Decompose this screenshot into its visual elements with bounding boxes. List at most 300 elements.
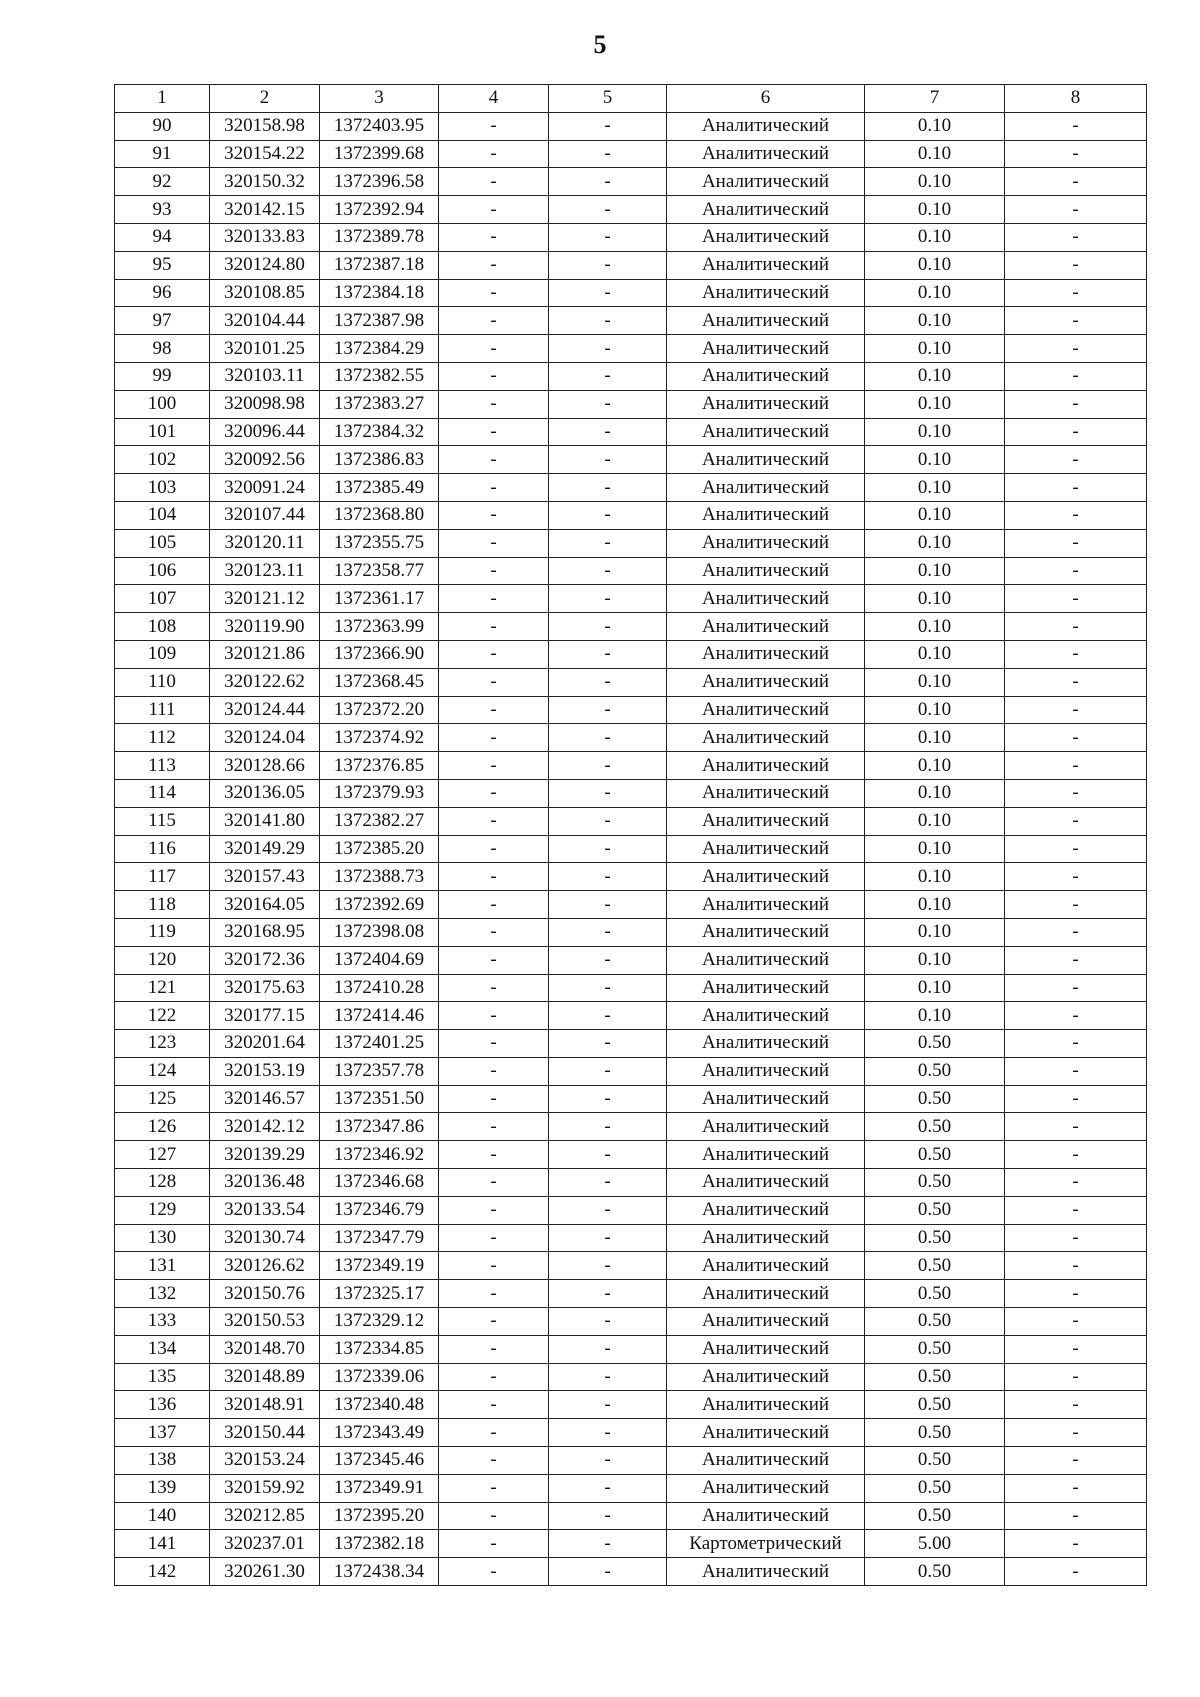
table-cell: - bbox=[549, 390, 667, 418]
table-cell: - bbox=[439, 196, 549, 224]
table-cell: - bbox=[439, 307, 549, 335]
table-cell: 0.10 bbox=[865, 946, 1005, 974]
table-cell: - bbox=[439, 112, 549, 140]
table-cell: 320136.05 bbox=[210, 779, 320, 807]
table-cell: - bbox=[1005, 1530, 1147, 1558]
table-cell: 320142.12 bbox=[210, 1113, 320, 1141]
table-cell: 320123.11 bbox=[210, 557, 320, 585]
table-cell: 127 bbox=[115, 1141, 210, 1169]
table-cell: 320150.44 bbox=[210, 1419, 320, 1447]
table-cell: - bbox=[439, 279, 549, 307]
table-cell: 0.10 bbox=[865, 112, 1005, 140]
table-cell: - bbox=[439, 891, 549, 919]
table-row bbox=[115, 140, 1147, 168]
table-row bbox=[115, 613, 1147, 641]
table-cell: - bbox=[439, 724, 549, 752]
table-cell: - bbox=[1005, 1558, 1147, 1586]
table-cell: Аналитический bbox=[667, 557, 865, 585]
page-number: 5 bbox=[593, 30, 607, 59]
table-cell: 320107.44 bbox=[210, 501, 320, 529]
table-cell: - bbox=[439, 1419, 549, 1447]
table-cell: 320148.89 bbox=[210, 1363, 320, 1391]
table-cell: - bbox=[1005, 1002, 1147, 1030]
table-cell: Аналитический bbox=[667, 724, 865, 752]
table-cell: Аналитический bbox=[667, 1447, 865, 1475]
table-cell: - bbox=[439, 1057, 549, 1085]
table-cell: 1372346.79 bbox=[320, 1196, 439, 1224]
table-cell: 110 bbox=[115, 668, 210, 696]
table-cell: 320108.85 bbox=[210, 279, 320, 307]
table-cell: Аналитический bbox=[667, 418, 865, 446]
table-cell: 1372438.34 bbox=[320, 1558, 439, 1586]
table-cell: 113 bbox=[115, 752, 210, 780]
table-row bbox=[115, 418, 1147, 446]
table-cell: 0.50 bbox=[865, 1558, 1005, 1586]
header-cell: 6 bbox=[667, 85, 865, 113]
table-cell: 320146.57 bbox=[210, 1085, 320, 1113]
table-cell: 121 bbox=[115, 974, 210, 1002]
table-cell: 1372363.99 bbox=[320, 613, 439, 641]
table-cell: 0.10 bbox=[865, 335, 1005, 363]
table-cell: 0.10 bbox=[865, 1002, 1005, 1030]
table-cell: 0.10 bbox=[865, 724, 1005, 752]
table-cell: - bbox=[549, 279, 667, 307]
table-cell: 320091.24 bbox=[210, 474, 320, 502]
table-row bbox=[115, 1530, 1147, 1558]
table-cell: 128 bbox=[115, 1169, 210, 1197]
table-cell: Аналитический bbox=[667, 1502, 865, 1530]
table-cell: 320121.86 bbox=[210, 640, 320, 668]
table-cell: - bbox=[439, 1196, 549, 1224]
table-cell: 116 bbox=[115, 835, 210, 863]
table-cell: - bbox=[439, 752, 549, 780]
table-cell: - bbox=[549, 863, 667, 891]
table-cell: 320175.63 bbox=[210, 974, 320, 1002]
table-row bbox=[115, 779, 1147, 807]
table-cell: 0.50 bbox=[865, 1419, 1005, 1447]
table-cell: - bbox=[1005, 390, 1147, 418]
table-cell: 0.50 bbox=[865, 1280, 1005, 1308]
table-cell: - bbox=[1005, 779, 1147, 807]
table-row bbox=[115, 1558, 1147, 1586]
table-cell: - bbox=[439, 251, 549, 279]
table-row bbox=[115, 557, 1147, 585]
table-cell: 1372392.69 bbox=[320, 891, 439, 919]
table-cell: 1372403.95 bbox=[320, 112, 439, 140]
table-cell: 320130.74 bbox=[210, 1224, 320, 1252]
table-cell: 320126.62 bbox=[210, 1252, 320, 1280]
table-cell: - bbox=[549, 196, 667, 224]
table-cell: Аналитический bbox=[667, 613, 865, 641]
table-cell: 0.50 bbox=[865, 1363, 1005, 1391]
table-cell: - bbox=[549, 251, 667, 279]
table-cell: - bbox=[549, 1391, 667, 1419]
table-cell: 134 bbox=[115, 1335, 210, 1363]
table-cell: 0.50 bbox=[865, 1085, 1005, 1113]
table-cell: - bbox=[1005, 613, 1147, 641]
table-cell: 0.10 bbox=[865, 696, 1005, 724]
table-cell: - bbox=[1005, 335, 1147, 363]
table-cell: - bbox=[1005, 1280, 1147, 1308]
table-cell: 141 bbox=[115, 1530, 210, 1558]
table-cell: - bbox=[549, 1169, 667, 1197]
table-cell: 1372340.48 bbox=[320, 1391, 439, 1419]
table-cell: - bbox=[549, 168, 667, 196]
table-cell: - bbox=[439, 1530, 549, 1558]
table-row bbox=[115, 1141, 1147, 1169]
table-row bbox=[115, 1280, 1147, 1308]
table-cell: 95 bbox=[115, 251, 210, 279]
table-cell: - bbox=[549, 446, 667, 474]
table-cell: 0.10 bbox=[865, 557, 1005, 585]
table-cell: - bbox=[439, 640, 549, 668]
table-cell: 320098.98 bbox=[210, 390, 320, 418]
table-row bbox=[115, 1113, 1147, 1141]
table-row bbox=[115, 362, 1147, 390]
table-cell: 1372366.90 bbox=[320, 640, 439, 668]
table-cell: Аналитический bbox=[667, 390, 865, 418]
table-cell: - bbox=[549, 1141, 667, 1169]
table-row bbox=[115, 1169, 1147, 1197]
table-cell: 320096.44 bbox=[210, 418, 320, 446]
table-cell: - bbox=[549, 1085, 667, 1113]
table-cell: 120 bbox=[115, 946, 210, 974]
table-cell: - bbox=[439, 418, 549, 446]
table-row bbox=[115, 1224, 1147, 1252]
table-row bbox=[115, 529, 1147, 557]
table-row bbox=[115, 1391, 1147, 1419]
table-cell: 0.50 bbox=[865, 1169, 1005, 1197]
table-cell: 138 bbox=[115, 1447, 210, 1475]
table-cell: 1372384.32 bbox=[320, 418, 439, 446]
table-cell: 320142.15 bbox=[210, 196, 320, 224]
table-row bbox=[115, 223, 1147, 251]
table-cell: - bbox=[439, 1308, 549, 1336]
table-cell: - bbox=[549, 1502, 667, 1530]
table-cell: Аналитический bbox=[667, 1419, 865, 1447]
table-cell: 1372329.12 bbox=[320, 1308, 439, 1336]
table-cell: - bbox=[1005, 1419, 1147, 1447]
table-cell: Аналитический bbox=[667, 1335, 865, 1363]
table-cell: 124 bbox=[115, 1057, 210, 1085]
table-cell: 5.00 bbox=[865, 1530, 1005, 1558]
table-cell: Аналитический bbox=[667, 1252, 865, 1280]
table-row bbox=[115, 918, 1147, 946]
table-cell: - bbox=[1005, 474, 1147, 502]
table-cell: 0.10 bbox=[865, 752, 1005, 780]
table-row bbox=[115, 668, 1147, 696]
table-cell: 140 bbox=[115, 1502, 210, 1530]
table-cell: 0.50 bbox=[865, 1391, 1005, 1419]
table-cell: - bbox=[1005, 362, 1147, 390]
table-cell: - bbox=[549, 1196, 667, 1224]
table-cell: 119 bbox=[115, 918, 210, 946]
table-cell: - bbox=[549, 1308, 667, 1336]
table-cell: - bbox=[1005, 807, 1147, 835]
table-cell: - bbox=[1005, 918, 1147, 946]
table-cell: 1372346.68 bbox=[320, 1169, 439, 1197]
table-cell: - bbox=[1005, 196, 1147, 224]
table-cell: 320148.91 bbox=[210, 1391, 320, 1419]
table-cell: 320150.32 bbox=[210, 168, 320, 196]
table-cell: 1372379.93 bbox=[320, 779, 439, 807]
table-cell: 0.10 bbox=[865, 613, 1005, 641]
table-cell: 0.10 bbox=[865, 196, 1005, 224]
table-cell: 0.10 bbox=[865, 835, 1005, 863]
table-cell: - bbox=[1005, 307, 1147, 335]
table-cell: 97 bbox=[115, 307, 210, 335]
table-cell: - bbox=[439, 1030, 549, 1058]
table-cell: Аналитический bbox=[667, 140, 865, 168]
table-cell: 1372357.78 bbox=[320, 1057, 439, 1085]
table-cell: - bbox=[549, 529, 667, 557]
table-cell: 320149.29 bbox=[210, 835, 320, 863]
table-cell: 106 bbox=[115, 557, 210, 585]
table-cell: - bbox=[1005, 1169, 1147, 1197]
table-cell: 1372386.83 bbox=[320, 446, 439, 474]
table-cell: - bbox=[439, 168, 549, 196]
table-cell: - bbox=[439, 1391, 549, 1419]
table-cell: - bbox=[439, 779, 549, 807]
table-cell: - bbox=[549, 1030, 667, 1058]
table-cell: 0.10 bbox=[865, 362, 1005, 390]
table-row bbox=[115, 835, 1147, 863]
table-cell: - bbox=[1005, 1252, 1147, 1280]
table-cell: Аналитический bbox=[667, 1280, 865, 1308]
table-cell: 0.10 bbox=[865, 529, 1005, 557]
table-cell: - bbox=[439, 918, 549, 946]
table-row bbox=[115, 1308, 1147, 1336]
table-cell: 320124.80 bbox=[210, 251, 320, 279]
table-cell: 1372387.18 bbox=[320, 251, 439, 279]
table-cell: - bbox=[549, 1252, 667, 1280]
table-cell: Аналитический bbox=[667, 640, 865, 668]
table-cell: 135 bbox=[115, 1363, 210, 1391]
table-cell: - bbox=[1005, 1474, 1147, 1502]
table-row bbox=[115, 807, 1147, 835]
table-cell: 1372372.20 bbox=[320, 696, 439, 724]
table-cell: - bbox=[1005, 140, 1147, 168]
table-cell: - bbox=[549, 335, 667, 363]
table-cell: 1372414.46 bbox=[320, 1002, 439, 1030]
table-cell: - bbox=[549, 1530, 667, 1558]
table-cell: - bbox=[1005, 1447, 1147, 1475]
table-cell: 100 bbox=[115, 390, 210, 418]
table-cell: 1372339.06 bbox=[320, 1363, 439, 1391]
table-row bbox=[115, 474, 1147, 502]
table-cell: Аналитический bbox=[667, 112, 865, 140]
table-cell: - bbox=[549, 1447, 667, 1475]
table-cell: - bbox=[1005, 1085, 1147, 1113]
table-cell: - bbox=[549, 1419, 667, 1447]
table-cell: 0.10 bbox=[865, 891, 1005, 919]
table-cell: - bbox=[1005, 223, 1147, 251]
table-cell: - bbox=[549, 418, 667, 446]
table-cell: 1372368.45 bbox=[320, 668, 439, 696]
table-cell: 320141.80 bbox=[210, 807, 320, 835]
table-cell: Аналитический bbox=[667, 946, 865, 974]
table-cell: 320139.29 bbox=[210, 1141, 320, 1169]
table-cell: - bbox=[439, 1252, 549, 1280]
table-cell: 126 bbox=[115, 1113, 210, 1141]
table-cell: 105 bbox=[115, 529, 210, 557]
table-cell: Аналитический bbox=[667, 307, 865, 335]
table-cell: - bbox=[549, 640, 667, 668]
table-cell: - bbox=[1005, 752, 1147, 780]
table-row bbox=[115, 863, 1147, 891]
table-row bbox=[115, 390, 1147, 418]
table-cell: Картометрический bbox=[667, 1530, 865, 1558]
table-cell: - bbox=[549, 585, 667, 613]
table-cell: 1372382.55 bbox=[320, 362, 439, 390]
table-cell: Аналитический bbox=[667, 196, 865, 224]
table-cell: Аналитический bbox=[667, 1169, 865, 1197]
table-cell: - bbox=[1005, 724, 1147, 752]
table-cell: 142 bbox=[115, 1558, 210, 1586]
table-cell: Аналитический bbox=[667, 1085, 865, 1113]
table-cell: 1372368.80 bbox=[320, 501, 439, 529]
table-cell: 0.10 bbox=[865, 807, 1005, 835]
table-cell: 1372388.73 bbox=[320, 863, 439, 891]
table-cell: - bbox=[1005, 418, 1147, 446]
table-cell: Аналитический bbox=[667, 279, 865, 307]
table-cell: - bbox=[439, 1502, 549, 1530]
table-cell: 320150.53 bbox=[210, 1308, 320, 1336]
table-cell: - bbox=[1005, 1030, 1147, 1058]
table-cell: - bbox=[549, 1057, 667, 1085]
table-row bbox=[115, 1196, 1147, 1224]
table-cell: - bbox=[1005, 251, 1147, 279]
table-cell: 1372334.85 bbox=[320, 1335, 439, 1363]
table-cell: 320148.70 bbox=[210, 1335, 320, 1363]
table-cell: - bbox=[1005, 1391, 1147, 1419]
table-cell: - bbox=[439, 585, 549, 613]
table-cell: - bbox=[1005, 946, 1147, 974]
table-cell: - bbox=[1005, 557, 1147, 585]
table-cell: 0.50 bbox=[865, 1224, 1005, 1252]
table-cell: 0.10 bbox=[865, 223, 1005, 251]
table-cell: Аналитический bbox=[667, 335, 865, 363]
table-cell: Аналитический bbox=[667, 168, 865, 196]
table-cell: 108 bbox=[115, 613, 210, 641]
table-cell: Аналитический bbox=[667, 1558, 865, 1586]
table-cell: 98 bbox=[115, 335, 210, 363]
table-cell: - bbox=[439, 501, 549, 529]
table-cell: Аналитический bbox=[667, 779, 865, 807]
table-cell: - bbox=[1005, 1113, 1147, 1141]
table-cell: 0.50 bbox=[865, 1447, 1005, 1475]
table-cell: Аналитический bbox=[667, 251, 865, 279]
table-cell: 92 bbox=[115, 168, 210, 196]
table-cell: 136 bbox=[115, 1391, 210, 1419]
table-cell: 0.50 bbox=[865, 1335, 1005, 1363]
table-cell: - bbox=[549, 752, 667, 780]
table-cell: 111 bbox=[115, 696, 210, 724]
coordinates-table bbox=[114, 84, 1147, 1586]
table-cell: 109 bbox=[115, 640, 210, 668]
table-cell: - bbox=[549, 974, 667, 1002]
table-cell: - bbox=[549, 112, 667, 140]
table-cell: 102 bbox=[115, 446, 210, 474]
table-cell: - bbox=[439, 1085, 549, 1113]
table-cell: - bbox=[439, 1447, 549, 1475]
table-cell: - bbox=[549, 613, 667, 641]
table-cell: 0.50 bbox=[865, 1196, 1005, 1224]
table-cell: 0.10 bbox=[865, 279, 1005, 307]
table-cell: 1372387.98 bbox=[320, 307, 439, 335]
table-cell: 1372392.94 bbox=[320, 196, 439, 224]
table-cell: - bbox=[549, 1113, 667, 1141]
table-cell: Аналитический bbox=[667, 668, 865, 696]
table-cell: 1372325.17 bbox=[320, 1280, 439, 1308]
table-row bbox=[115, 307, 1147, 335]
table-cell: 133 bbox=[115, 1308, 210, 1336]
table-cell: Аналитический bbox=[667, 529, 865, 557]
table-cell: 1372385.20 bbox=[320, 835, 439, 863]
table-cell: Аналитический bbox=[667, 863, 865, 891]
table-cell: - bbox=[1005, 1224, 1147, 1252]
table-row bbox=[115, 196, 1147, 224]
table-cell: - bbox=[439, 335, 549, 363]
table-cell: Аналитический bbox=[667, 1224, 865, 1252]
table-cell: Аналитический bbox=[667, 696, 865, 724]
table-cell: 320237.01 bbox=[210, 1530, 320, 1558]
table-cell: 130 bbox=[115, 1224, 210, 1252]
table-row bbox=[115, 112, 1147, 140]
table-cell: 132 bbox=[115, 1280, 210, 1308]
table-row bbox=[115, 640, 1147, 668]
table-cell: 320133.54 bbox=[210, 1196, 320, 1224]
table-cell: 320092.56 bbox=[210, 446, 320, 474]
table-cell: - bbox=[549, 223, 667, 251]
table-cell: 93 bbox=[115, 196, 210, 224]
table-row bbox=[115, 1363, 1147, 1391]
table-cell: 137 bbox=[115, 1419, 210, 1447]
table-cell: 1372382.18 bbox=[320, 1530, 439, 1558]
table-row bbox=[115, 585, 1147, 613]
table-cell: 1372383.27 bbox=[320, 390, 439, 418]
table-cell: 1372355.75 bbox=[320, 529, 439, 557]
table-cell: 320172.36 bbox=[210, 946, 320, 974]
table-row bbox=[115, 1252, 1147, 1280]
table-cell: - bbox=[549, 557, 667, 585]
table-cell: 115 bbox=[115, 807, 210, 835]
table-cell: Аналитический bbox=[667, 1474, 865, 1502]
table-cell: 91 bbox=[115, 140, 210, 168]
table-cell: 0.10 bbox=[865, 863, 1005, 891]
table-cell: 1372376.85 bbox=[320, 752, 439, 780]
table-cell: Аналитический bbox=[667, 362, 865, 390]
table-row bbox=[115, 1502, 1147, 1530]
table-cell: - bbox=[1005, 1363, 1147, 1391]
table-cell: 99 bbox=[115, 362, 210, 390]
table-cell: 320159.92 bbox=[210, 1474, 320, 1502]
table-cell: - bbox=[549, 891, 667, 919]
table-cell: 320103.11 bbox=[210, 362, 320, 390]
table-cell: 94 bbox=[115, 223, 210, 251]
table-cell: 320128.66 bbox=[210, 752, 320, 780]
table-cell: Аналитический bbox=[667, 1308, 865, 1336]
table-cell: 0.50 bbox=[865, 1030, 1005, 1058]
table-cell: - bbox=[549, 1224, 667, 1252]
table-cell: 0.50 bbox=[865, 1057, 1005, 1085]
table-cell: - bbox=[1005, 585, 1147, 613]
table-cell: 90 bbox=[115, 112, 210, 140]
table-cell: 320133.83 bbox=[210, 223, 320, 251]
table-cell: 1372398.08 bbox=[320, 918, 439, 946]
table-cell: 1372351.50 bbox=[320, 1085, 439, 1113]
table-cell: 0.10 bbox=[865, 390, 1005, 418]
